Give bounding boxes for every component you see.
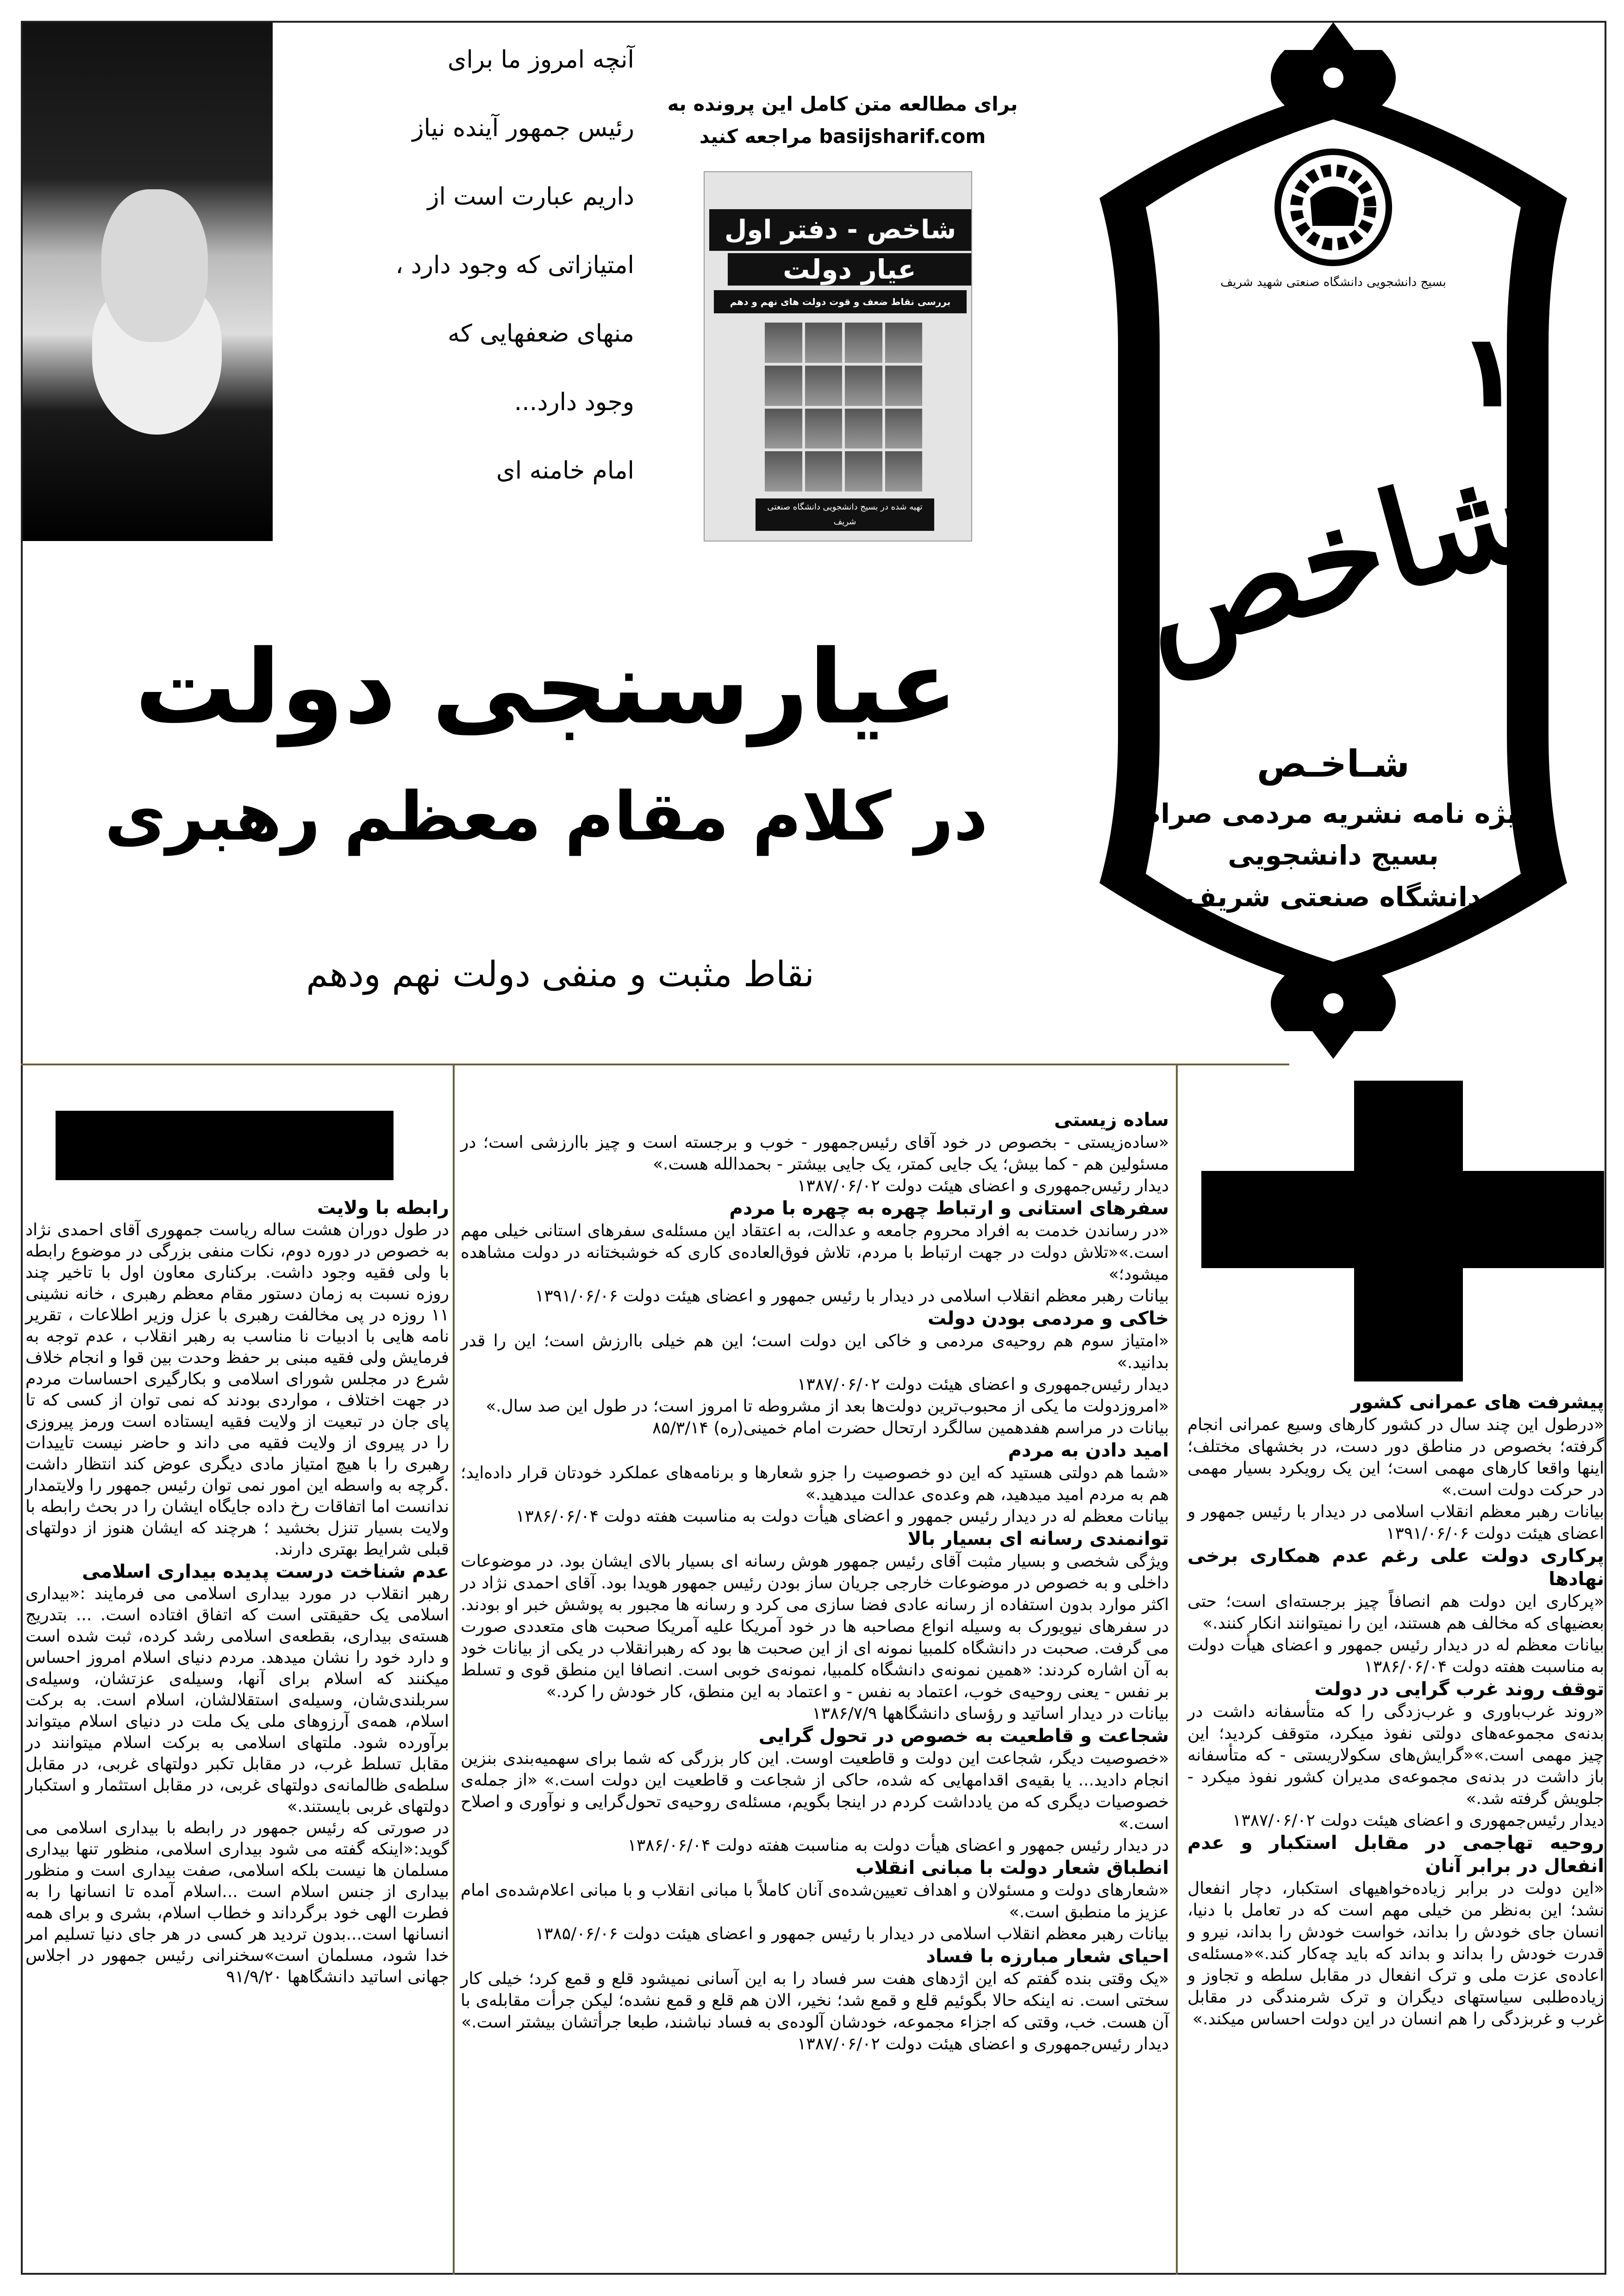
headline-line-2: در کلام مقام معظم رهبری (104, 778, 988, 856)
leader-portrait (23, 23, 273, 541)
cover-photo-grid (765, 323, 922, 492)
section-body: ویژگی شخصی و بسیار مثبت آقای رئیس جمهور هوش رسانه ای بسیار بالای ایشان بود. در موضوعات داخلی و به خصوص در موضوعات خارجی جریان ساز بودن رئیس جمهور هویدا بود. آقای احمدی نژاد در اکثر موارد بدون استفاده از رسانه عادی فضا سازی می کرد و رسانه ها مجبور به پوشش خبر او بودند. در سفرهای نیویورک به وسیله انواع مصاحبه ها در خود آمریکا علیه آمریکا صحبت های متعددی صورت می گرفت. صحبت در دانشگاه کلمبیا نمونه ای از این صحبت ها بود که رهبرانقلاب در یکی از بیانات خود به آن اشاره کردند: «همین نمونه‌ی دانشگاه کلمبیا، نمونه‌ی خوبی است. انصافا این منطق قوی و تسلط بر نفس - یعنی روحیه‌ی خوب، اعتماد به نفس - و اعتماد به این منطق، کار خودش را کرد.» (461, 1552, 1169, 1701)
section-body: در صورتی که رئیس جمهور در رابطه با بیداری اسلامی می گوید:«اینکه گفته می شود بیداری اسلامی، منظور تنها بیداری مسلمان ها نیست بلکه اسلامی، صفت بیداری است و منظور بیداری از جنس اسلام است ...اسلام آمده تا انسانها را به فطرت الهی خود برگرداند و خطاب اسلام، بشری و برای همه انسانها است...بدون تردید هر کسی در هر جای دنیا تسلیم امر خدا شود، مسلمان است»سخنرانی رئیس جمهور در اجلاس جهانی اساتید دانشگاهها ۹۱/۹/۲۰ (25, 1818, 449, 1986)
section-citation: بیانات در مراسم هفدهمین سالگرد ارتحال حضرت امام خمینی(ره) ۸۵/۳/۱۴ (652, 1419, 1169, 1437)
section-body: «یک وقتی بنده گفتم که این اژدهای هفت سر فساد را به این آسانی نمیشود قلع و قمع کرد؛ خیلی کار سختی است. نه اینکه حالا بگوئیم قلع و قمع شد؛ نخیر، الان هم قلع و قمع نشده؛ لیکن جرأت مقابله‌ی با آن هست. خب، وقتی که اجزاء مجموعه، خودشان آلوده‌ی به فساد نباشند، طبعا جرأتشان بیشتر است.» (461, 1969, 1169, 2032)
quote-line: داریم عبارت است از (427, 183, 634, 211)
website-link[interactable]: basijsharif.com مراجعه کنید (699, 125, 986, 148)
portrait-face (101, 189, 208, 342)
ornamental-frame (1058, 22, 1609, 1059)
quote-line: آنچه امروز ما برای (447, 46, 634, 74)
section-heading: خاکی و مردمی بودن دولت (927, 1308, 1169, 1329)
section-divider (21, 1064, 1289, 1065)
headline-line-1: عیارسنجی دولت (134, 628, 958, 747)
section-body: در طول دوران هشت ساله ریاست جمهوری آقای احمدی نژاد به خصوص در دوره دوم، نکات منفی بزرگی در موضوع رابطه با ولی فقیه وجود داشت. برکناری معاون اول با تاخیر چند روزه نسبت به زمان دستور مقام معظم رهبری ، خانه نشینی ۱۱ روزه در پی مخالفت رهبری با عزل وزیر اطلاعات ، تقریر نامه هایی با ادبیات نا مناسب به رهبر انقلاب ، عدم توجه به فرمایش ولی فقیه مبنی بر حفظ وحدت بین قوا و انجام خلاف شرع در مجلس شورای اسلامی و بکارگیری احساسات مردم در جهت اختلاف ، مواردی بودند که نمی توان از کسی که تا پای جان در تبعیت از ولایت فقیه ایستاده است ورمز پیروزی را در پیروی از ولایت فقیه می داند و حاضر نیست تاییدات رهبری را با هیچ امتیاز مادی دیگری عوض کند انتظار داشت .گرچه به واسطه این امور نمی توان رئیس جمهور را ولایتمدار ندانست اما اتفاقات رخ داده جایگاه ایشان را در بحث رابطه با ولایت بسیار تنزل بخشید ؛ هرچند که ایشان هنوز از دولتهای قبلی شرایط بهتری دارند. (25, 1220, 449, 1559)
quote-line: رئیس جمهور آینده نیاز (412, 114, 634, 142)
section-body: «شما هم دولتی هستید که این دو خصوصیت را جزو شعارها و برنامه‌های عملکرد خودتان قرار داده‌اید؛ هم به مردم امید میدهید، هم وعده‌ی عدالت میدهید.» (461, 1463, 1169, 1504)
section-body: «خصوصیت دیگر، شجاعت این دولت و قاطعیت اوست. این کار بزرگی که شما برای سهمیه‌بندی بنزین انجام دادید... یا بقیه‌ی اقدامهایی که شده، حاکی از شجاعت و قاطعیت این دولت است.» «از جمله‌ی خصوصیات دیگری که من یادداشت کردم در اینجا بگویم، مسئله‌ی روحیه‌ی تحول‌گرایی و نوآوری و اصلاح است.» (461, 1749, 1169, 1833)
masthead-calligraphy: شاخص (1123, 430, 1551, 686)
section-body: «شعارهای دولت و مسئولان و اهداف تعیین‌شده‌ی آنان کاملاً با مبانی انقلاب و با مبانی اعلام‌شده‌ی امام عزیز ما منطبق است.» (461, 1881, 1169, 1922)
section-body: «ساده‌زیستی - بخصوص در خود آقای رئیس‌جمهور - خوب و برجسته است و چیز باارزشی است؛ در مسئولین هم - کما بیش؛ یک جایی کمتر، یک جایی بیشتر - بحمدالله هست.» (461, 1133, 1169, 1174)
cover-subtitle: بررسی نقاط ضعف و قوت دولت های نهم و دهم (714, 290, 967, 313)
section-body: «امتیاز سوم هم روحیه‌ی مردمی و خاکی این دولت است؛ این هم خیلی باارزش است؛ این را قدر بدانید.» (461, 1332, 1169, 1372)
negatives-column (25, 1196, 449, 1988)
cover-title: عیار دولت (728, 253, 971, 286)
logo-caption: بسیج دانشجویی دانشگاه صنعتی شهید شریف (1220, 275, 1446, 289)
section-heading: سفرهای استانی و ارتباط چهره به چهره با مردم (729, 1198, 1169, 1219)
section-heading: رابطه با ولایت (317, 1197, 449, 1219)
quote-line: امتیازاتی که وجود دارد ، (395, 251, 634, 279)
plus-icon-bar (1201, 1171, 1604, 1268)
section-heading: احیای شعار مبارزه با فساد (926, 1946, 1169, 1967)
section-body: «امروزدولت ما یکی از محبوب‌ترین دولت‌ها بعد از مشروطه تا امروز است؛ در طول این صد سال.» (486, 1397, 1169, 1416)
section-citation: بیانات معظم له در دیدار رئیس جمهور و اعضای هیأت دولت به مناسبت هفته دولت ۱۳۸۶/۰۶/۰۴ (516, 1507, 1169, 1526)
quote-line: منهای ضعفهایی که (448, 320, 634, 348)
book-note (643, 88, 1042, 153)
section-body: «در رساندن خدمت به افراد محروم جامعه و عدالت، به اعتقاد این مسئله‌ی سفرهای استانی خیلی مهم است.»«تلاش دولت در جهت ارتباط با مردم، تلاش فوق‌العاده‌ی کاری که خوشبختانه در دولت مشاهده میشود؛» (461, 1221, 1169, 1284)
publication-line: بسیج دانشجویی (1228, 840, 1439, 871)
section-heading: توانمندی رسانه ای بسیار بالا (907, 1528, 1169, 1549)
section-body: رهبر انقلاب در مورد بیداری اسلامی می فرمایند :«بیداری اسلامی یک حقیقتی است که اتفاق افتاده است. ... بتدریج هسته‌ی بیداری، بقطعه‌ی اسلامی رشد کرده، ثبت شده است و دارد خود را نشان میدهد. مردم دنیای اسلام امروز احساس میکنند که اسلام برای آنها، وسیله‌ی عزتشان، وسیله‌ی سربلندی‌شان، وسیله‌ی استقلالشان، اسلام است. به برکت اسلام، همه‌ی آرزوهای ملی یک ملت در دنیای اسلام میتواند برآورده شود. ملتهای اسلامی به برکت اسلام میتوانند در مقابل تسلط غرب، در مقابل تکبر دولتهای غربی، در مقابل سلطه‌ی ظالمانه‌ی دولتهای غربی، در مقابل استثمار و استکبار دولتهای غربی بایستند.» (25, 1584, 449, 1816)
section-heading: انطباق شعار دولت با مبانی انقلاب (856, 1857, 1169, 1879)
cover-publisher: تهیه شده در بسیج دانشجویی دانشگاه صنعتی شریف (756, 498, 934, 531)
quote-attribution: امام خامنه ای (496, 457, 634, 485)
section-body: «درطول این چند سال در کشور کارهای وسیع عمرانی انجام گرفته؛ بخصوص در مناطق دور دست، در بخشهای مختلف؛ اینها واقعا کارهای مهمی است؛ این یک رویکرد بسیار مهمی در حرکت دولت است.» (1187, 1415, 1604, 1500)
section-citation: بیانات رهبر معظم انقلاب اسلامی در دیدار با رئیس جمهور و اعضای هیئت دولت ۱۳۹۱/۰۶/۰۶ (535, 1287, 1169, 1306)
section-heading: پیشرفت های عمرانی کشور (1351, 1392, 1604, 1413)
section-heading: ساده زیستی (1054, 1109, 1169, 1131)
positives-column-2 (461, 1108, 1169, 2055)
section-citation: دیدار رئیس‌جمهوری و اعضای هیئت دولت ۱۳۸۷/۰۶/۰۲ (797, 1176, 1169, 1195)
positives-column (1187, 1391, 1604, 2030)
cover-series: شاخص - دفتر اول (709, 209, 971, 251)
book-note-line: برای مطالعه متن کامل این پرونده به (667, 93, 1018, 115)
section-heading: پرکاری دولت علی رغم عدم همکاری برخی نهادها (1187, 1545, 1604, 1590)
section-citation: دیدار رئیس‌جمهوری و اعضای هیئت دولت ۱۳۸۷/۰۶/۰۲ (797, 2035, 1169, 2053)
section-citation: در دیدار رئیس جمهور و اعضای هیأت دولت به مناسبت هفته دولت ۱۳۸۶/۰۶/۰۴ (627, 1836, 1169, 1855)
section-body: «پرکاری این دولت هم انصافاً چیز برجسته‌ای است؛ حتی بعضیهای که مخالف هم هستند، این را نمیتوانند انکار کنند.» (1187, 1592, 1604, 1633)
section-citation: دیدار رئیس‌جمهوری و اعضای هیئت دولت ۱۳۸۷/۰۶/۰۲ (1232, 1811, 1604, 1830)
issue-number: ۱ (1457, 312, 1520, 430)
headline-subtitle: نقاط مثبت و منفی دولت نهم ودهم (306, 953, 814, 995)
section-citation: بیانات رهبر معظم انقلاب اسلامی در دیدار با رئیس جمهور و اعضای هیئت دولت ۱۳۸۵/۰۶/۰۶ (535, 1924, 1169, 1943)
section-heading: امید دادن به مردم (1008, 1440, 1169, 1461)
section-body: «این دولت در برابر زیاده‌خواهیهای استکبار، دچار انفعال نشد؛ این به‌نظر من خیلی مهم است که در تعامل با دنیا، انسان جای خودش را بداند، خواست خودش را بداند، نیرو و قدرت خودش را بداند و بداند که باید چه‌کار کند.»«مسئله‌ی اعاده‌ی عزت ملی و ترک انفعال در مقابل سلطه و تجاوز و زیاده‌طلبی سیاستهای دیگران و ترک شرمندگی در مقابل غرب و غربزدگی را هم انسان در این دولت احساس میکند.» (1187, 1879, 1604, 2028)
section-citation: بیانات معظم له در دیدار رئیس جمهور و اعضای هیأت دولت به مناسبت هفته دولت ۱۳۸۶/۰۶/۰۴ (1187, 1636, 1604, 1676)
column-divider (1176, 1064, 1178, 2275)
section-heading: توقف روند غرب گرایی در دولت (1314, 1679, 1604, 1700)
column-divider (453, 1064, 455, 2275)
section-citation: بیانات در دیدار اساتید و رؤسای دانشگاهها ۱۳۸۶/۷/۹ (812, 1704, 1169, 1723)
section-body: «روند غرب‌باوری و غرب‌زدگی را که متأسفانه داشت در بدنه‌ی مجموعه‌های دولتی نفوذ میکرد، متوقف کردید؛ این چیز مهمی است.»«گرایش‌های سکولاریستی - که متأسفانه باز داشت در بدنه‌ی مجموعه‌ی مدیران کشور نفوذ میکرد - جلویش گرفته شد.» (1187, 1702, 1604, 1808)
section-citation: دیدار رئیس‌جمهوری و اعضای هیئت دولت ۱۳۸۷/۰۶/۰۲ (797, 1375, 1169, 1394)
minus-icon (56, 1111, 394, 1180)
section-citation: بیانات رهبر معظم انقلاب اسلامی در دیدار با رئیس جمهور و اعضای هیئت دولت ۱۳۹۱/۰۶/۰۶ (1187, 1502, 1604, 1543)
section-heading: روحیه تهاجمی در مقابل استکبار و عدم انفعال در برابر آنان (1187, 1832, 1604, 1877)
quote-line: وجود دارد... (514, 388, 634, 416)
publication-name: شـاخـص (1256, 742, 1410, 785)
publication-line: دانشگاه صنعتی شریف (1185, 881, 1481, 913)
leader-quote (278, 25, 634, 505)
section-heading: شجاعت و قاطعیت به خصوص در تحول گرایی (758, 1725, 1169, 1747)
section-heading: عدم شناخت درست پدیده بیداری اسلامی (82, 1561, 449, 1582)
book-cover (704, 171, 972, 541)
publication-line: ویژه نامه نشریه مردمی صراط (1133, 798, 1534, 829)
